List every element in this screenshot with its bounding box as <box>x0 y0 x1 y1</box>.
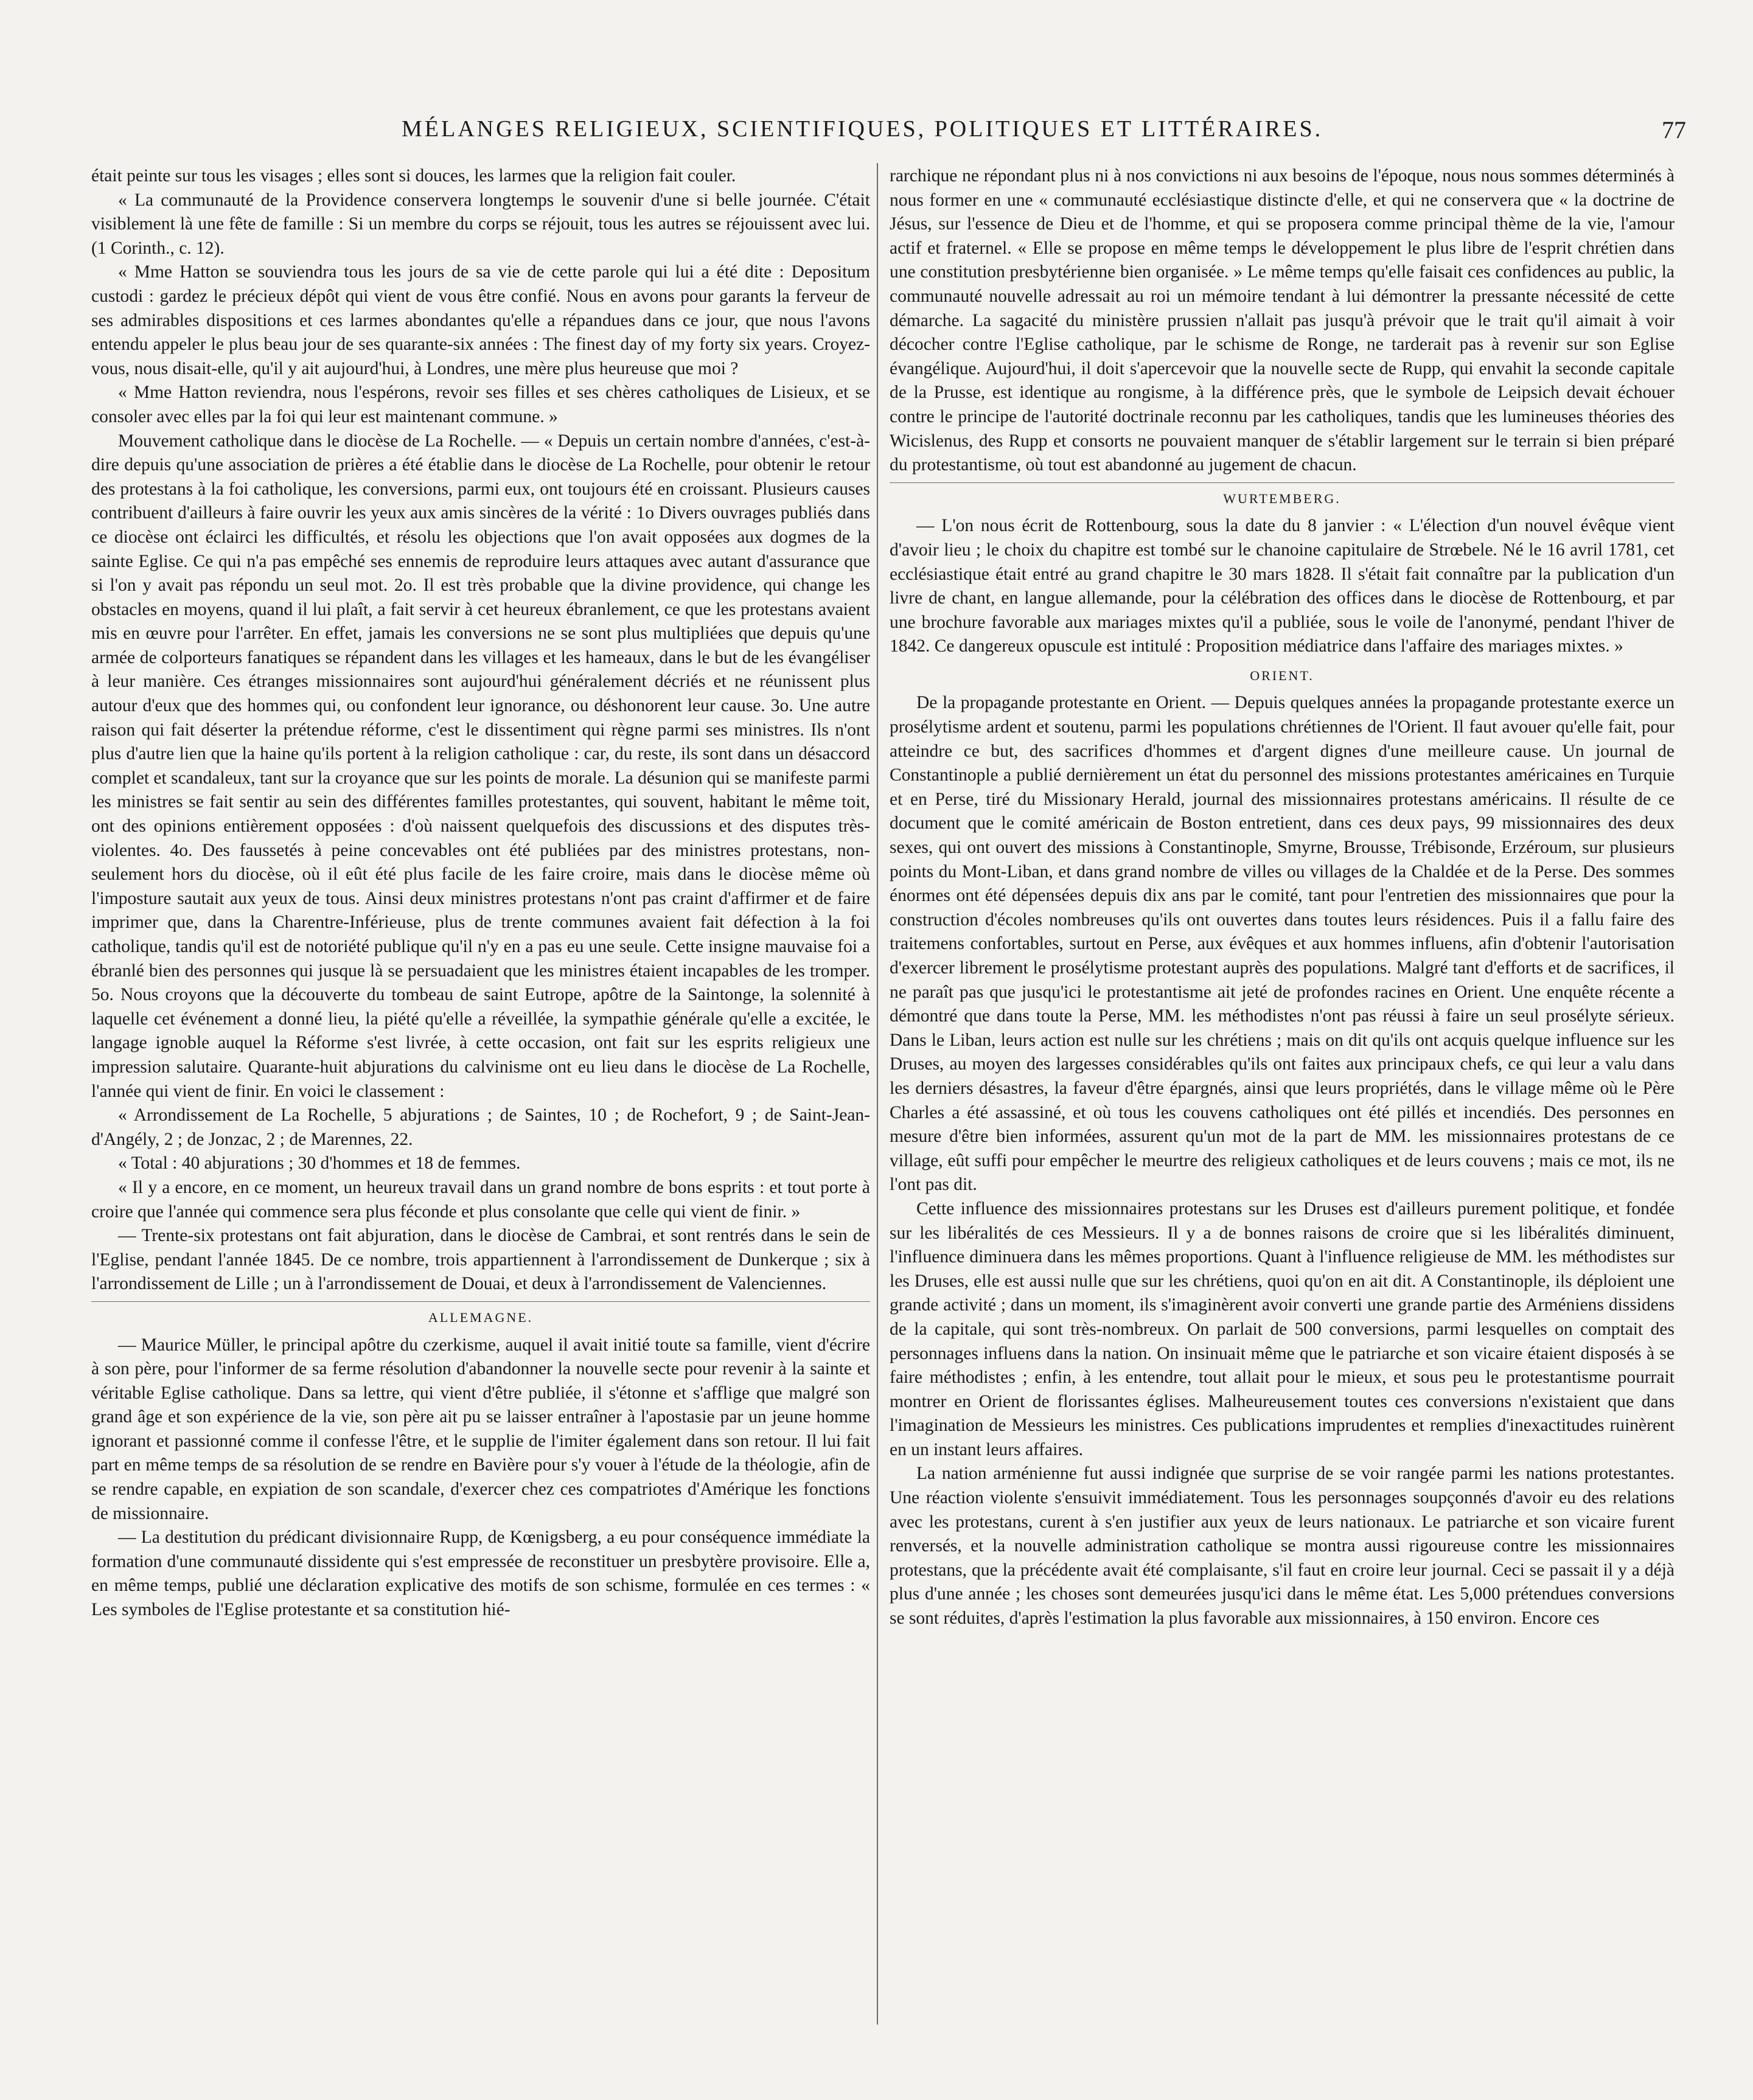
paragraph: Mouvement catholique dans le diocèse de La Rochelle. — « Depuis un certain nombre d'années, c'est-à-dire depuis qu'une association de prières a été établie dans le diocèse de La Rochelle, pour obtenir le retour des protestans à la foi catholique, les conversions, parmi eux, ont toujours été en croissant. Plusieurs causes contribuent d'ailleurs à faire ouvrir les yeux aux amis sincères de la vérité : 1o Divers ouvrages publiés dans ce diocèse ont éclairci les difficultés, et résolu les objections que l'on avait opposées aux dogmes de la sainte Eglise. Ce qui n'a pas empêché ses ennemis de reproduire leurs attaques avec autant d'assurance que si l'on y avait pas répondu un seul mot. 2o. Il est très probable que la divine providence, qui change les obstacles en moyens, quand il lui plaît, a fait servir à cet heureux ébranlement, ce que les protestans avaient mis en œuvre pour l'arrêter. En effet, jamais les conversions ne se sont plus multipliées que depuis qu'une armée de colporteurs fanatiques se répandent dans les villages et les hameaux, dans le but de les évangéliser à leur manière. Ces étranges missionnaires sont aujourd'hui généralement décriés et ne réunissent plus autour d'eux que des hommes qui, ou confondent leur ignorance, ou déshonorent leur cause. 3o. Une autre raison qui fait déserter la prétendue réforme, c'est le dissentiment qui règne parmi ses ministres. Ils n'ont plus d'autre lien que la haine qu'ils portent à la religion catholique : car, du reste, ils sont dans un désaccord complet et scandaleux, tant sur la croyance que sur les points de morale. La désunion qui se manifeste parmi les ministres se fait sentir au sein des différentes familles protestantes, qui souvent, habitant le même toit, ont des opinions entièrement opposées : d'où naissent quelquefois des discussions et des disputes très-violentes. 4o. Des faussetés à peine concevables ont été publiées par des ministres protestans, non-seulement hors du diocèse, où il eût été plus facile de les faire croire, mais dans le diocèse même où l'imposture sautait aux yeux de tous. Ainsi deux ministres protestans n'ont pas craint d'affirmer et de faire imprimer que, dans la Charentre-Inférieuse, plus de trente communes avaient fait défection à la foi catholique, tandis qu'il est de notoriété publique qu'il n'y en a pas eu une seule. Cette insigne mauvaise foi a ébranlé bien des personnes qui jusque là se persuadaient que les ministres étaient incapables de les tromper. 5o. Nous croyons que la découverte du tombeau de saint Eutrope, apôtre de la Saintonge, la solennité à laquelle cet événement a donné lieu, la piété qu'elle a réveillée, la sympathie générale qu'elle a excitée, le langage ignoble auquel la Réforme s'est livrée, à cette occasion, ont fait sur les esprits religieux une impression salutaire. Quarante-huit abjurations du calvinisme ont eu lieu dans le diocèse de La Rochelle, l'année qui vient de finir. En voici le classement : <box>91 431 870 1101</box>
paragraph: « Total : 40 abjurations ; 30 d'hommes et 18 de femmes. <box>118 1153 521 1173</box>
right-column <box>890 164 1675 1631</box>
paragraph: « Mme Hatton se souviendra tous les jours de sa vie de cette parole qui lui a été dite : Depositum custodi : gardez le précieux dépôt qui vient de vous être confié. Nous en avons pour garants la ferveur de ses admirables dispositions et ces larmes abondantes qu'elle a répandues dans ce jour, que nous l'avons entendu appeler le plus beau jour de ses quarante-six années : The finest day of my forty six years. Croyez-vous, nous disait-elle, qu'il y ait aujourd'hui, à Londres, une mère plus heureuse que moi ? <box>91 262 870 378</box>
left-column <box>91 164 870 1622</box>
paragraph: était peinte sur tous les visages ; elles sont si douces, les larmes que la religion fait couler. <box>91 166 736 186</box>
paragraph: rarchique ne répondant plus ni à nos convictions ni aux besoins de l'époque, nous nous sommes déterminés à nous former en une « communauté ecclésiastique distincte d'elle, et qui ne conservera que « la doctrine de Jésus, sur l'essence de Dieu et de l'homme, et qui se proposera comme principal thème de la vie, l'amour actif et fraternel. « Elle se propose en même temps le développement le plus libre de l'esprit chrétien dans une constitution presbytérienne bien organisée. » Le même temps qu'elle faisait ces confidences au public, la communauté nouvelle adressait au roi un mémoire tendant à lui démontrer la pressante nécessité de cette démarche. La sagacité du ministère prussien n'allait pas jusqu'à prévoir que le trait qu'il aimait à voir décocher contre l'Eglise catholique, par le schisme de Ronge, ne tarderait pas à revenir sur son Eglise évangélique. Aujourd'hui, il doit s'apercevoir que la nouvelle secte de Rupp, qui envahit la seconde capitale de la Prusse, est identique au rongisme, à la différence près, que le symbole de Leipsich devait échouer contre le principe de l'autorité doctrinale reconnu par les catholiques, tandis que les lumineuses théories des Wicislenus, des Rupp et consorts ne pouvaient manquer de s'établir largement sur le terrain si bien préparé du protestantisme, où tout est abandonné au jugement de chacun. <box>890 166 1675 475</box>
paragraph: « Mme Hatton reviendra, nous l'espérons, revoir ses filles et ses chères catholiques de Lisieux, et se consoler avec elles par la foi qui leur est maintenant commune. » <box>91 383 870 426</box>
paragraph: « Il y a encore, en ce moment, un heureux travail dans un grand nombre de bons esprits : et tout porte à croire que l'année qui commence sera plus féconde et plus consolante que celle qui vient de finir. » <box>91 1177 870 1222</box>
page-header <box>0 116 1753 152</box>
section-heading-orient: ORIENT. <box>1250 667 1314 683</box>
column-divider <box>877 163 878 2025</box>
paragraph: — L'on nous écrit de Rottenbourg, sous la date du 8 janvier : « L'élection d'un nouvel évêque vient d'avoir lieu ; le choix du chapitre est tombé sur le chanoine capitulaire de Strœbele. Né le 16 avril 1781, cet ecclésiastique était entré au grand chapitre le 30 mars 1828. Il s'était fait connaître par la publication d'un livre de chant, en langue allemande, pour la célébration des offices dans le diocèse de Rottenbourg, et par une brochure favorable aux mariages mixtes qu'il a publiée, sous le voile de l'anonymé, pendant l'hiver de 1842. Ce dangereux opuscule est intitulé : Proposition médiatrice dans l'affaire des mariages mixtes. » <box>890 516 1675 656</box>
paragraph: Cette influence des missionnaires protestans sur les Druses est d'ailleurs purement politique, et fondée sur les libéralités de ces Messieurs. Il y a de bonnes raisons de croire que si les libéralités diminuent, l'influence diminuera dans les mêmes proportions. Quant à l'influence religieuse de MM. les méthodistes sur les Druses, elle est aussi nulle que sur les chrétiens, quoi qu'on en ait dit. A Constantinople, ils déploient une grande activité ; dans un moment, ils s'imaginèrent avoir converti une grande partie des Arméniens dissidens de la capitale, qui sont très-nombreux. On parlait de 500 conversions, parmi lesquelles on comptait des personnages influens dans la nation. On insinuait même que le patriarche et son vicaire étaient disposés à se faire méthodistes ; enfin, à les entendre, tout allait pour le mieux, et sous peu le protestantisme pourrait montrer en Orient de florissantes églises. Malheureusement toutes ces conversions n'existaient que dans l'imagination de Messieurs les ministres. Ces publications imprudentes et remplies d'inexactitudes ruinèrent en un instant leurs affaires. <box>890 1198 1675 1459</box>
paragraph: La nation arménienne fut aussi indignée que surprise de se voir rangée parmi les nations protestantes. Une réaction violente s'ensuivit immédiatement. Tous les personnages soupçonnés d'avoir eu des relations avec les protestans, curent à s'en justifier aux yeux de leurs nationaux. Le patriarche et son vicaire furent renversés, et la nouvelle administration catholique se montra aussi rigoureuse contre les missionnaires protestans, que la précédente avait été complaisante, s'il faut en croire leur journal. Ceci se passait il y a déjà plus d'une année ; les choses sont demeurées jusqu'ici dans le même état. Les 5,000 prétendues conversions se sont réduites, d'après l'estimation la plus favorable aux missionnaires, à 150 environ. Encore ces <box>890 1464 1675 1629</box>
running-title: MÉLANGES RELIGIEUX, SCIENTIFIQUES, POLITIQUES ET LITTÉRAIRES. <box>402 116 1323 142</box>
section-heading-wurtemberg: WURTEMBERG. <box>890 482 1675 511</box>
paragraph: De la propagande protestante en Orient. — Depuis quelques années la propagande protestante exerce un prosélytisme ardent et soutenu, parmi les populations chrétiennes de l'Orient. Il faut avouer qu'elle fait, pour atteindre ce but, des sacrifices d'hommes et d'argent dignes d'une meilleure cause. Un journal de Constantinople a publié dernièrement un état du personnel des missions protestantes américaines en Turquie et en Perse, tiré du Missionary Herald, journal des missionnaires protestans américains. Il résulte de ce document que le comité américain de Boston entretient, dans ces deux pays, 99 missionnaires des deux sexes, qui ont ouvert des missions à Constantinople, Smyrne, Brousse, Trébisonde, Erzéroum, sur plusieurs points du Mont-Liban, et dans grand nombre de villes ou villages de la Chaldée et de la Perse. Des sommes énormes ont été dépensées depuis dix ans par le comité, tant pour l'entretien des missionnaires que pour la construction d'écoles nombreuses qu'ils ont ouvertes dans toutes leurs résidences. Puis il a fallu faire des traitemens confortables, surtout en Perse, aux évêques et aux hommes influens, afin d'obtenir l'autorisation d'exercer librement le prosélytisme protestant auprès des populations. Malgré tant d'efforts et de sacrifices, il ne paraît pas que jusqu'ici le protestantisme ait jeté de profondes racines en Orient. Une enquête récente a démontré que dans toute la Perse, MM. les méthodistes n'ont pas réussi à faire un seul prosélyte sérieux. Dans le Liban, leurs action est nulle sur les chrétiens ; mais on dit qu'ils ont acquis quelque influence sur les Druses, au moyen des largesses considérables qu'ils ont faites aux principaux chefs, ce qui leur a valu dans les derniers désastres, la faveur d'être épargnés, ainsi que leurs propriétés, dans le village même où le Père Charles a été assassiné, et où tous les couvens catholiques ont été pillés et incendiés. Des personnes en mesure d'être bien informées, assurent qu'un mot de la part de MM. les missionnaires protestans de ce village, eût suffi pour empêcher le meurtre des religieux catholiques et de leurs couvens ; mais ce mot, ils ne l'ont pas dit. <box>890 693 1675 1195</box>
paragraph: — Trente-six protestans ont fait abjuration, dans le diocèse de Cambrai, et sont rentrés dans le sein de l'Eglise, pendant l'année 1845. De ce nombre, trois appartiennent à l'arrondissement de Dunkerque ; six à l'arrondissement de Lille ; un à l'arrondissement de Douai, et deux à l'arrondissement de Valenciennes. <box>91 1226 870 1294</box>
paragraph: — Maurice Müller, le principal apôtre du czerkisme, auquel il avait initié toute sa famille, vient d'écrire à son père, pour l'informer de sa ferme résolution d'abandonner la nouvelle secte pour revenir à la sainte et véritable Eglise catholique. Dans sa lettre, qui vient d'être publiée, il s'étonne et s'afflige que malgré son grand âge et son expérience de la vie, son père ait pu se laisser entraîner à l'apostasie par un jeune homme ignorant et passionné comme il confesse l'être, et le supplie de l'imiter également dans son retour. Il lui fait part en même temps de sa résolution de se rendre en Bavière pour s'y vouer à l'étude de la théologie, afin de se rendre capable, en expiation de son scandale, d'exercer chez ces compatriotes d'Amérique les fonctions de missionnaire. <box>91 1335 870 1523</box>
page-number: 77 <box>1662 116 1686 144</box>
paragraph: « La communauté de la Providence conservera longtemps le souvenir d'une si belle journée. C'était visiblement là une fête de famille : Si un membre du corps se réjouit, tous les autres se réjouissent avec lui. (1 Corinth., c. 12). <box>91 190 870 258</box>
section-heading-allemagne: ALLEMAGNE. <box>91 1301 870 1330</box>
paragraph: — La destitution du prédicant divisionnaire Rupp, de Kœnigsberg, a eu pour conséquence immédiate la formation d'une communauté dissidente qui s'est empressée de reconstituer un presbytère provisoire. Elle a, en même temps, publié une déclaration explicative des motifs de son schisme, formulée en ces termes : « Les symboles de l'Eglise protestante et sa constitution hié- <box>91 1528 870 1620</box>
paragraph: « Arrondissement de La Rochelle, 5 abjurations ; de Saintes, 10 ; de Rochefort, 9 ; de Saint-Jean-d'Angély, 2 ; de Jonzac, 2 ; de Marennes, 22. <box>91 1105 870 1149</box>
